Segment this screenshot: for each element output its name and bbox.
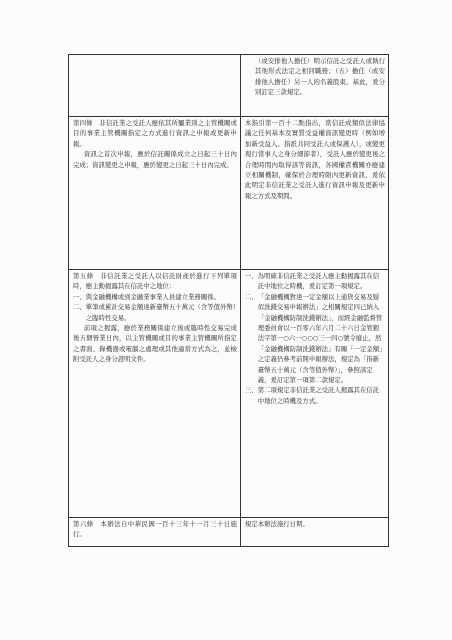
table-row xyxy=(69,517,388,546)
article-cell xyxy=(69,270,241,517)
item-text: 單筆或累計交易金額達新臺幣五十萬元（含等值外幣）之臨時性交易。 xyxy=(85,303,236,322)
article-5-intro: 第五條 非信託業之受託人以信託財產於進行下列單項時，應主動揭露其在信託中之地位： xyxy=(73,272,237,291)
article-cell xyxy=(69,117,241,269)
item-number: 二、 xyxy=(244,292,258,301)
article-cell xyxy=(69,518,241,546)
item-text: 「金融機構對達一定金額以上通貨交易及疑似洗錢交易申報辦法」之相關規定四已納入「金融機構防制洗錢辦法」，而經金融監督管理委員會以一百零六年六月二十六日金管銀法字第一○六一○○○三一四○號令廢止，然「金融機構防制洗錢辦法」有關「一定金額」之定義仍參考前開申報辦法，規定為「指新臺幣五十萬元（含等值外幣）」，參照該定義，爰訂定第一項第二款規定。 xyxy=(257,292,383,385)
explanation-item-3 xyxy=(245,385,385,406)
item-number: 三、 xyxy=(244,386,258,395)
article-5-item-2 xyxy=(73,302,237,323)
explanation-cell xyxy=(241,117,388,269)
article-5-paragraph-2: 前項之揭露，應於業務關係建立後或臨時性交易完成後五個營業日內，以主管機關或目的事業主管機關所指定之書面、錄機器或電腦之處理或其他適當方式為之，並檢附受託人之身分證明文件。 xyxy=(73,324,237,364)
article-cell xyxy=(69,55,241,116)
table-row xyxy=(69,116,388,269)
explanation-text: 規定本辦法施行日期。 xyxy=(244,520,309,528)
item-number: 二、 xyxy=(73,303,86,312)
article-4-paragraph-2: 資訊之首次申報，應於信託關係成立之日起三十日內完成；資訊變更之申報，應於變更之日起三十日內完成。 xyxy=(73,150,237,169)
article-6-text: 第六條 本辦法自中華民國一百十三年十一月三十日施行。 xyxy=(73,520,237,539)
explanation-cell xyxy=(241,55,388,116)
explanation-cell xyxy=(241,270,388,517)
article-4-text: 第四條 非信託業之受託人應依其所屬業別之主管機關或目的事業主管機關指定之方式進行資訊之申報或更新申報。 xyxy=(73,119,237,148)
item-text: 第二項規定非信託業之受託人揭露其在信託中地位之時機及方式。 xyxy=(257,386,380,405)
explanation-item-2 xyxy=(245,292,385,386)
table-row xyxy=(69,269,388,517)
item-number: 一、 xyxy=(73,292,86,301)
item-text: 與金融機構或到金融業事業人員建立業務關係。 xyxy=(85,292,220,301)
regulation-comparison-table xyxy=(68,54,389,547)
item-number: 一、 xyxy=(244,272,258,280)
explanation-text: 本指引第一百十二點指出，當信託或類似法律協議之任何基本及實質受益權資訊變更時（例如增加新受益人、指派共同受託人或保護人），或變更現行當事人之身分細節者），受託人應於變更後之合理時間內取得該等資訊，各國權責機關亦應建立相關機制，確保於合理時限內更新資訊，爰依此明定非信託業之受託人進行資訊申報及更新申報之方式及期間。 xyxy=(244,119,385,200)
item-text: 為明確非信託業之受託人應主動揭露其在信託中地位之時機，爰訂定第一項規定。 xyxy=(257,272,380,291)
explanation-cell xyxy=(241,518,388,546)
article-5-item-1 xyxy=(73,292,237,302)
explanation-text: （或安排他人擔任）明示信託之受託人或執行其他形式法定之相同職務；（五）擔任（或安排他人擔任）另一人的名義股東。基此，爰分別訂定三款規定。 xyxy=(254,57,385,97)
explanation-item-1 xyxy=(245,271,385,292)
table-row xyxy=(69,55,388,116)
